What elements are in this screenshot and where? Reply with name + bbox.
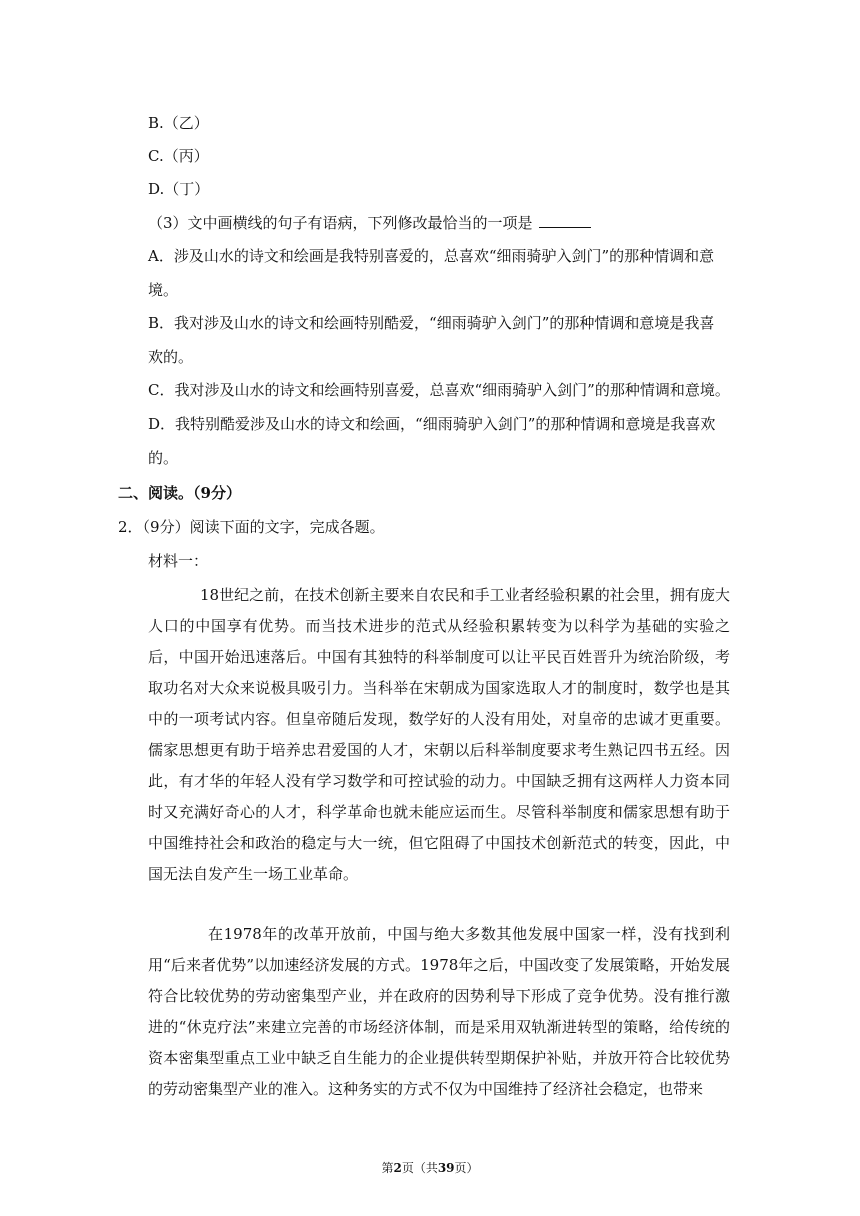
q3-option-a-line2: 境。	[148, 281, 179, 299]
answer-blank	[539, 213, 591, 228]
q3-option-a-line1: A．涉及山水的诗文和绘画是我特别喜爱的，总喜欢“细雨骑驴入剑门”的那种情调和意	[148, 247, 715, 265]
material-paragraph-2: 在1978年的改革开放前，中国与绝大多数其他发展中国家一样，没有找到利用“后来者优势”以加速经济发展的方式。1978年之后，中国改变了发展策略，开始发展符合比较优势的劳动密集型产业，并在政府的因势利导下形成了竞争优势。没有推行激进的“休克疗法”来建立完善的市场经济体制，而是采用双轨渐进转型的策略，给传统的资本密集型重点工业中缺乏自生能力的企业提供转型期保护补贴，并放开符合比较优势的劳动密集型产业的准入。这种务实的方式不仅为中国维持了经济社会稳定，也带来	[148, 925, 730, 1098]
section-heading: 二、阅读。（9分）	[118, 484, 241, 502]
q3-option-b-line2: 欢的。	[148, 348, 194, 366]
q3-option-c: C．我对涉及山水的诗文和绘画特别喜爱，总喜欢“细雨骑驴入剑门”的那种情调和意境。	[148, 381, 730, 399]
option-c: C.（丙）	[148, 147, 209, 165]
page-footer	[0, 1160, 860, 1176]
question-2-stem: 2．（9分）阅读下面的文字，完成各题。	[118, 518, 385, 536]
q3-option-d-line2: 的。	[148, 449, 179, 467]
option-d: D.（丁）	[148, 180, 210, 198]
material-paragraph-1: 18世纪之前，在技术创新主要来自农民和手工业者经验积累的社会里，拥有庞大人口的中国享有优势。而当技术进步的范式从经验积累转变为以科学为基础的实验之后，中国开始迅速落后。中国有其独特的科举制度可以让平民百姓晋升为统治阶级，考取功名对大众来说极具吸引力。当科举在宋朝成为国家选取人才的制度时，数学也是其中的一项考试内容。但皇帝随后发现，数学好的人没有用处，对皇帝的忠诚才更重要。儒家思想更有助于培养忠君爱国的人才，宋朝以后科举制度要求考生熟记四书五经。因此，有才华的年轻人没有学习数学和可控试验的动力。中国缺乏拥有这两样人力资本同时又充满好奇心的人才，科学革命也就未能应运而生。尽管科举制度和儒家思想有助于中国维持社会和政治的稳定与大一统，但它阻碍了中国技术创新范式的转变，因此，中国无法自发产生一场工业革命。	[148, 586, 730, 883]
q3-option-d-line1: D．我特别酷爱涉及山水的诗文和绘画，“细雨骑驴入剑门”的那种情调和意境是我喜欢	[148, 415, 716, 433]
footer-prefix: 第	[381, 1161, 394, 1175]
footer-middle: 页（共	[401, 1161, 438, 1175]
q3-option-b-line1: B．我对涉及山水的诗文和绘画特别酷爱，“细雨骑驴入剑门”的那种情调和意境是我喜	[148, 314, 715, 332]
footer-total-pages: 39	[437, 1161, 455, 1175]
question-3-stem-text: （3）文中画横线的句子有语病，下列修改最恰当的一项是	[148, 214, 533, 232]
option-b: B.（乙）	[148, 114, 209, 132]
footer-suffix: 页）	[454, 1161, 479, 1175]
material-label: 材料一：	[148, 552, 209, 570]
question-3-stem	[148, 213, 591, 233]
footer-page-number: 2	[393, 1161, 402, 1175]
